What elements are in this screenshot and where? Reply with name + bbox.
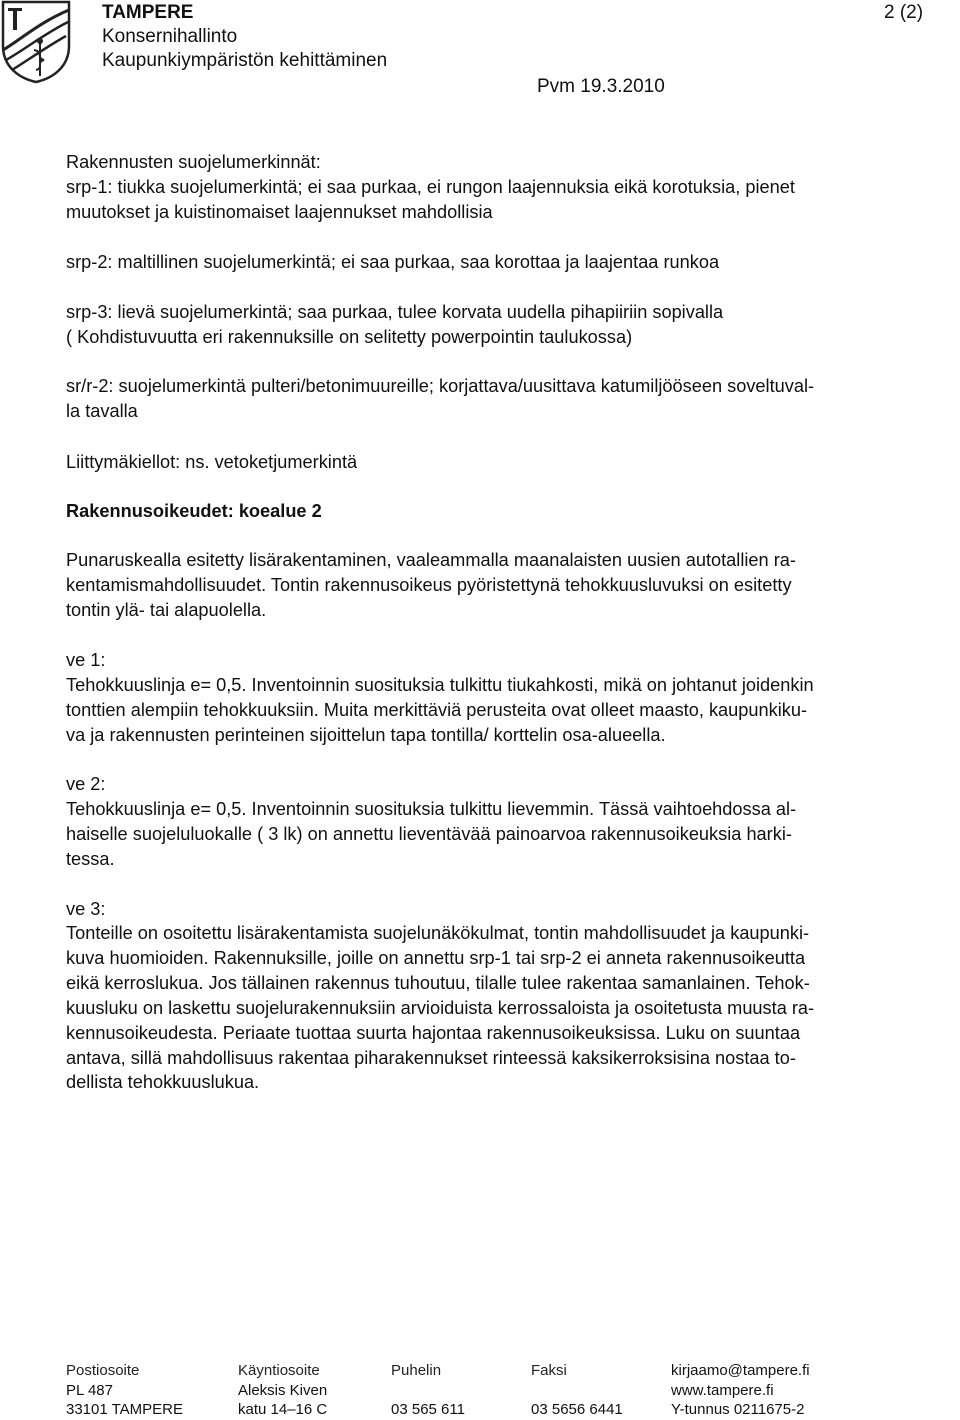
unit-name: Kaupunkiympäristön kehittäminen [102, 50, 388, 71]
document-date: Pvm 19.3.2010 [537, 76, 665, 97]
body-line: srp-1: tiukka suojelumerkintä; ei saa purkaa, ei rungon laajennuksia eikä korotuksia, pienet [66, 177, 795, 197]
body-line: kuusluku on laskettu suojelurakennuksiin arvioiduista kerrossaloista ja osoitetusta muusta ra- [66, 998, 815, 1018]
body-line: srp-2: maltillinen suojelumerkintä; ei saa purkaa, saa korottaa ja laajentaa runkoa [66, 252, 720, 272]
footer-visiting-number: katu 14–16 C [238, 1401, 328, 1418]
footer-fax-number: 03 5656 6441 [531, 1401, 623, 1418]
body-line: va ja rakennusten perinteinen sijoittelun tapa tontilla/ korttelin osa-alueella. [66, 725, 666, 745]
body-line: tessa. [66, 849, 115, 869]
body-line: Tehokkuuslinja e= 0,5. Inventoinnin suosituksia tulkittu tiukahkosti, mikä on johtanut joidenkin [66, 675, 814, 695]
building-rights-heading: Rakennusoikeudet: koealue 2 [66, 501, 322, 521]
body-line: haiselle suojeluluokalle ( 3 lk) on annettu lieventävää painoarvoa rakennusoikeuksia harki- [66, 824, 792, 844]
department-name: Konsernihallinto [102, 26, 238, 47]
body-line: antava, sillä mahdollisuus rakentaa piharakennukset rinteessä kaksikerroksisina nostaa to- [66, 1048, 796, 1068]
body-line: kuva huomioiden. Rakennuksille, joille on annettu srp-1 tai srp-2 ei anneta rakennusoikeutta [66, 948, 806, 968]
body-line: la tavalla [66, 401, 138, 421]
footer-postal-address-label: Postiosoite [66, 1362, 140, 1379]
body-line: Tehokkuuslinja e= 0,5. Inventoinnin suosituksia tulkittu lievemmin. Tässä vaihtoehdossa al- [66, 799, 797, 819]
option-2-heading: ve 2: [66, 774, 106, 794]
body-line: kentamismahdollisuudet. Tontin rakennusoikeus pyöristettynä tehokkuusluvuksi on esitetty [66, 575, 792, 595]
body-line: Punaruskealla esitetty lisärakentaminen, vaaleammalla maanalaisten uusien autotallien ra- [66, 550, 796, 570]
footer-postal-box: PL 487 [66, 1382, 113, 1399]
body-line: srp-3: lievä suojelumerkintä; saa purkaa, tulee korvata uudella pihapiiriin sopivalla [66, 302, 724, 322]
footer-visiting-address-label: Käyntiosoite [238, 1362, 320, 1379]
body-line: ( Kohdistuvuutta eri rakennuksille on selitetty powerpointin taulukossa) [66, 327, 633, 347]
option-1-heading: ve 1: [66, 650, 106, 670]
body-line: eikä kerroslukua. Jos tällainen rakennus tuhoutuu, tilalle tulee rakentaa samanlainen. Tehok- [66, 973, 810, 993]
body-line: dellista tehokkuuslukua. [66, 1072, 260, 1092]
footer-phone-label: Puhelin [391, 1362, 442, 1379]
footer-website-link[interactable]: www.tampere.fi [671, 1382, 774, 1399]
footer-postal-city: 33101 TAMPERE [66, 1401, 184, 1418]
body-line: tontin ylä- tai alapuolella. [66, 600, 267, 620]
body-line: kennusoikeudesta. Periaate tuottaa suurta hajontaa rakennusoikeuksissa. Luku on suuntaa [66, 1023, 801, 1043]
option-3-heading: ve 3: [66, 899, 106, 919]
footer-business-id: Y-tunnus 0211675-2 [671, 1401, 805, 1418]
tampere-coat-of-arms-logo [0, 0, 72, 84]
footer-email-link[interactable]: kirjaamo@tampere.fi [671, 1362, 810, 1379]
body-line: Liittymäkiellot: ns. vetoketjumerkintä [66, 452, 358, 472]
body-line: tonttien alempiin tehokkuuksiin. Muita merkittäviä perusteita ovat olleet maasto, kaupunkiku- [66, 700, 808, 720]
organization-name: TAMPERE [102, 2, 194, 23]
body-line: muutokset ja kuistinomaiset laajennukset mahdollisia [66, 202, 493, 222]
footer-fax-label: Faksi [531, 1362, 567, 1379]
page-number: 2 (2) [884, 2, 924, 23]
body-line: Tonteille on osoitettu lisärakentamista suojelunäkökulmat, tontin mahdollisuudet ja kaupunki- [66, 923, 810, 943]
footer-visiting-street: Aleksis Kiven [238, 1382, 328, 1399]
body-line: sr/r-2: suojelumerkintä pulteri/betonimuureille; korjattava/uusittava katumiljööseen soveltuval- [66, 376, 815, 396]
footer-phone-number: 03 565 611 [391, 1401, 465, 1418]
protection-markings-heading: Rakennusten suojelumerkinnät: [66, 152, 321, 172]
